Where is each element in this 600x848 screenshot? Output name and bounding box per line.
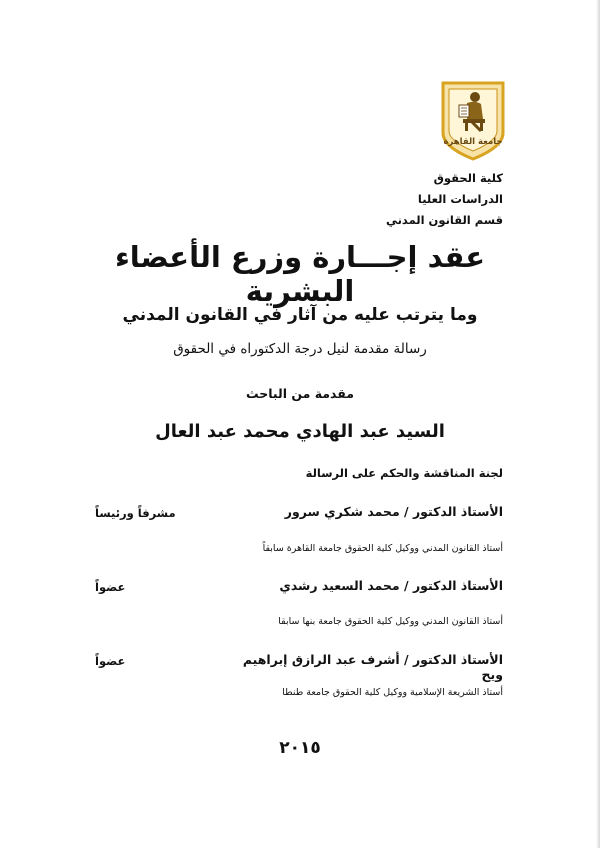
committee-member-role: عضواً <box>95 654 126 668</box>
faculty-block <box>323 168 503 231</box>
faculty-name: كلية الحقوق <box>433 171 503 185</box>
logo-wordmark: جامعة القاهرة <box>443 137 503 147</box>
department-name: قسم القانون المدني <box>385 213 503 227</box>
degree-statement: رسالة مقدمة لنيل درجة الدكتوراه في الحقوق <box>173 341 427 357</box>
committee-member-role: مشرفاً ورئيساً <box>95 506 176 520</box>
division-name: الدراسات العليا <box>417 192 503 206</box>
committee-heading: لجنة المناقشة والحكم على الرسالة <box>305 466 503 480</box>
page-edge-shadow <box>596 0 600 848</box>
committee-member-description: أستاذ الشريعة الإسلامية ووكيل كلية الحقوق جامعة طنطا <box>282 687 503 698</box>
committee-member-description: أستاذ القانون المدني ووكيل كلية الحقوق جامعة القاهرة سابقاً <box>262 543 503 554</box>
committee-member-role: عضواً <box>95 580 126 594</box>
committee-member-description: أستاذ القانون المدني ووكيل كلية الحقوق جامعة بنها سابقا <box>278 616 503 627</box>
committee-member-name: الأستاذ الدكتور / أشرف عبد الرازق إبراهيم ويح <box>242 652 503 682</box>
thesis-subtitle: وما يترتب عليه من آثار في القانون المدني <box>122 305 478 325</box>
presented-by-label: مقدمة من الباحث <box>246 386 354 401</box>
researcher-name: السيد عبد الهادي محمد عبد العال <box>155 421 445 442</box>
committee-member-name: الأستاذ الدكتور / محمد شكري سرور <box>284 504 503 519</box>
thesis-year: ٢٠١٥ <box>279 738 321 758</box>
committee-member-name: الأستاذ الدكتور / محمد السعيد رشدي <box>279 578 503 593</box>
cairo-university-logo <box>441 81 505 161</box>
thesis-title: عقد إجـــارة وزرع الأعضاء البشرية <box>114 240 486 308</box>
